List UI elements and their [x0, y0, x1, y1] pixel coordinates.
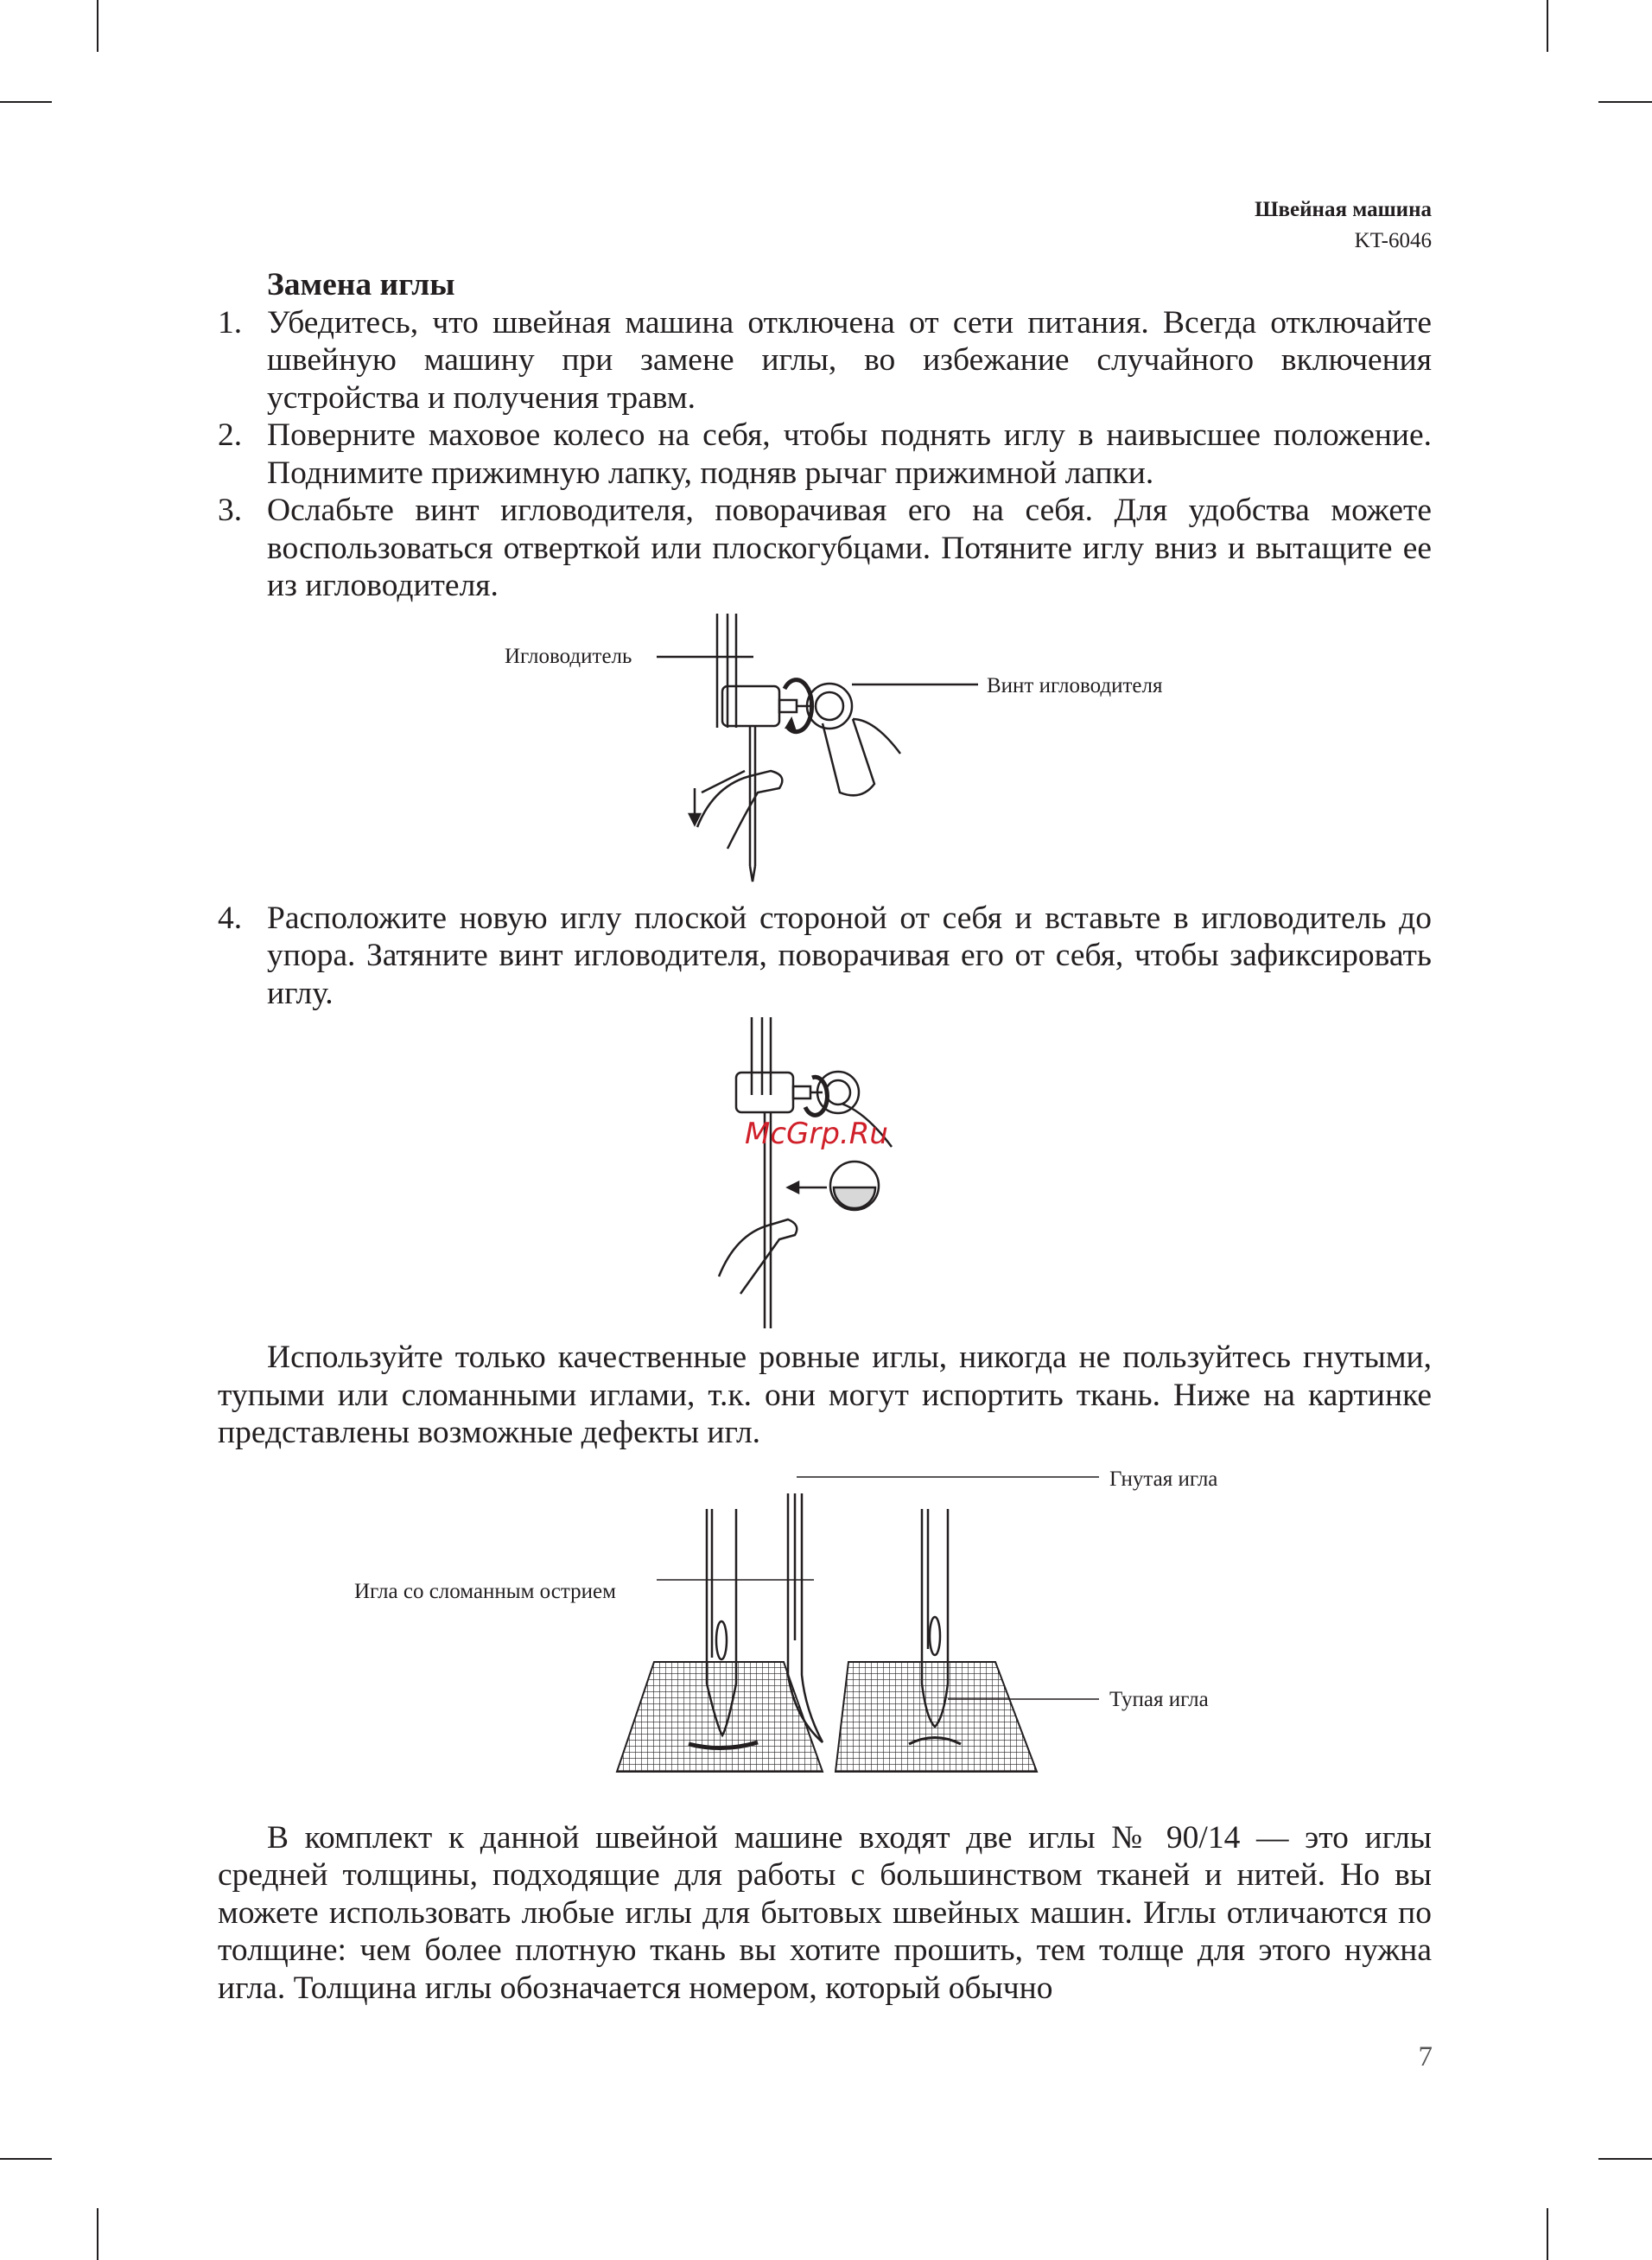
- paragraph-needles-included: В комплект к данной швейной машине входят две иглы № 90/14 — это иглы средней толщины, подходящие для работы с большинством тканей и нитей. Но вы можете использовать любые иглы для бытовых швейных машин. Иглы отличаются по толщине: чем более плотную ткань вы хотите прошить, тем толще для этого нужна игла. Толщина иглы обозначается номером, который обычно: [218, 1819, 1432, 2006]
- needle-removal-illustration: [218, 607, 1432, 894]
- crop-mark: [1598, 101, 1652, 103]
- crop-mark: [1547, 0, 1548, 52]
- crop-mark: [97, 2208, 98, 2260]
- watermark: McGrp.Ru: [745, 1117, 888, 1151]
- paragraph-quality: Используйте только качественные ровные иглы, никогда не пользуйтесь гнутыми, тупыми или сломанными иглами, т.к. они могут испортить ткань. Ниже на картинке представлены возможные дефекты игл.: [218, 1340, 1432, 1450]
- step-text: Поверните маховое колесо на себя, чтобы поднять иглу в наивысшее положение. Поднимите прижимную лапку, подняв рычаг прижимной лапки.: [267, 417, 1432, 491]
- step-number: 4.: [218, 900, 243, 936]
- label-blunt-needle: Тупая игла: [1109, 1687, 1209, 1711]
- figure-remove-needle: [218, 607, 1432, 894]
- page-content: [218, 266, 1432, 2007]
- step-number: 1.: [218, 304, 243, 341]
- running-header: [1255, 194, 1432, 257]
- page-number: 7: [1418, 2041, 1433, 2072]
- needle-defects-illustration: [218, 1467, 1432, 1809]
- crop-mark: [1547, 2208, 1548, 2260]
- step-item: [218, 304, 1432, 417]
- needle-insertion-illustration: [218, 1017, 1432, 1335]
- label-bent-needle: Гнутая игла: [1109, 1467, 1218, 1491]
- label-needle-bar: Игловодитель: [505, 644, 632, 668]
- step-number: 3.: [218, 493, 243, 528]
- crop-mark: [1598, 2158, 1652, 2160]
- label-needle-screw: Винт игловодителя: [987, 673, 1163, 697]
- crop-mark: [97, 0, 98, 52]
- steps-list: [218, 304, 1432, 605]
- crop-mark: [0, 101, 52, 103]
- steps-list-continued: [218, 900, 1432, 1013]
- step-item: [218, 900, 1432, 1013]
- step-text: Убедитесь, что швейная машина отключена от сети питания. Всегда отключайте швейную машину при замене иглы, во избежание случайного включения устройства и получения травм.: [267, 304, 1432, 416]
- section-heading: Замена иглы: [267, 267, 455, 302]
- crop-mark: [0, 2158, 52, 2160]
- step-item: [218, 492, 1432, 605]
- step-text: Расположите новую иглу плоской стороной от себя и вставьте в игловодитель до упора. Затяните винт игловодителя, поворачивая его от себя, чтобы зафиксировать иглу.: [267, 900, 1432, 1011]
- step-number: 2.: [218, 417, 243, 453]
- step-item: [218, 417, 1432, 492]
- header-model: KT-6046: [1354, 229, 1432, 252]
- figure-needle-defects: [218, 1467, 1432, 1809]
- label-broken-needle: Игла со сломанным острием: [354, 1579, 616, 1603]
- step-text: Ослабьте винт игловодителя, поворачивая его на себя. Для удобства можете воспользоваться отверткой или плоскогубцами. Потяните иглу вниз и вытащите ее из игловодителя.: [267, 493, 1432, 603]
- header-title: Швейная машина: [1255, 198, 1432, 221]
- figure-insert-needle: [218, 1017, 1432, 1335]
